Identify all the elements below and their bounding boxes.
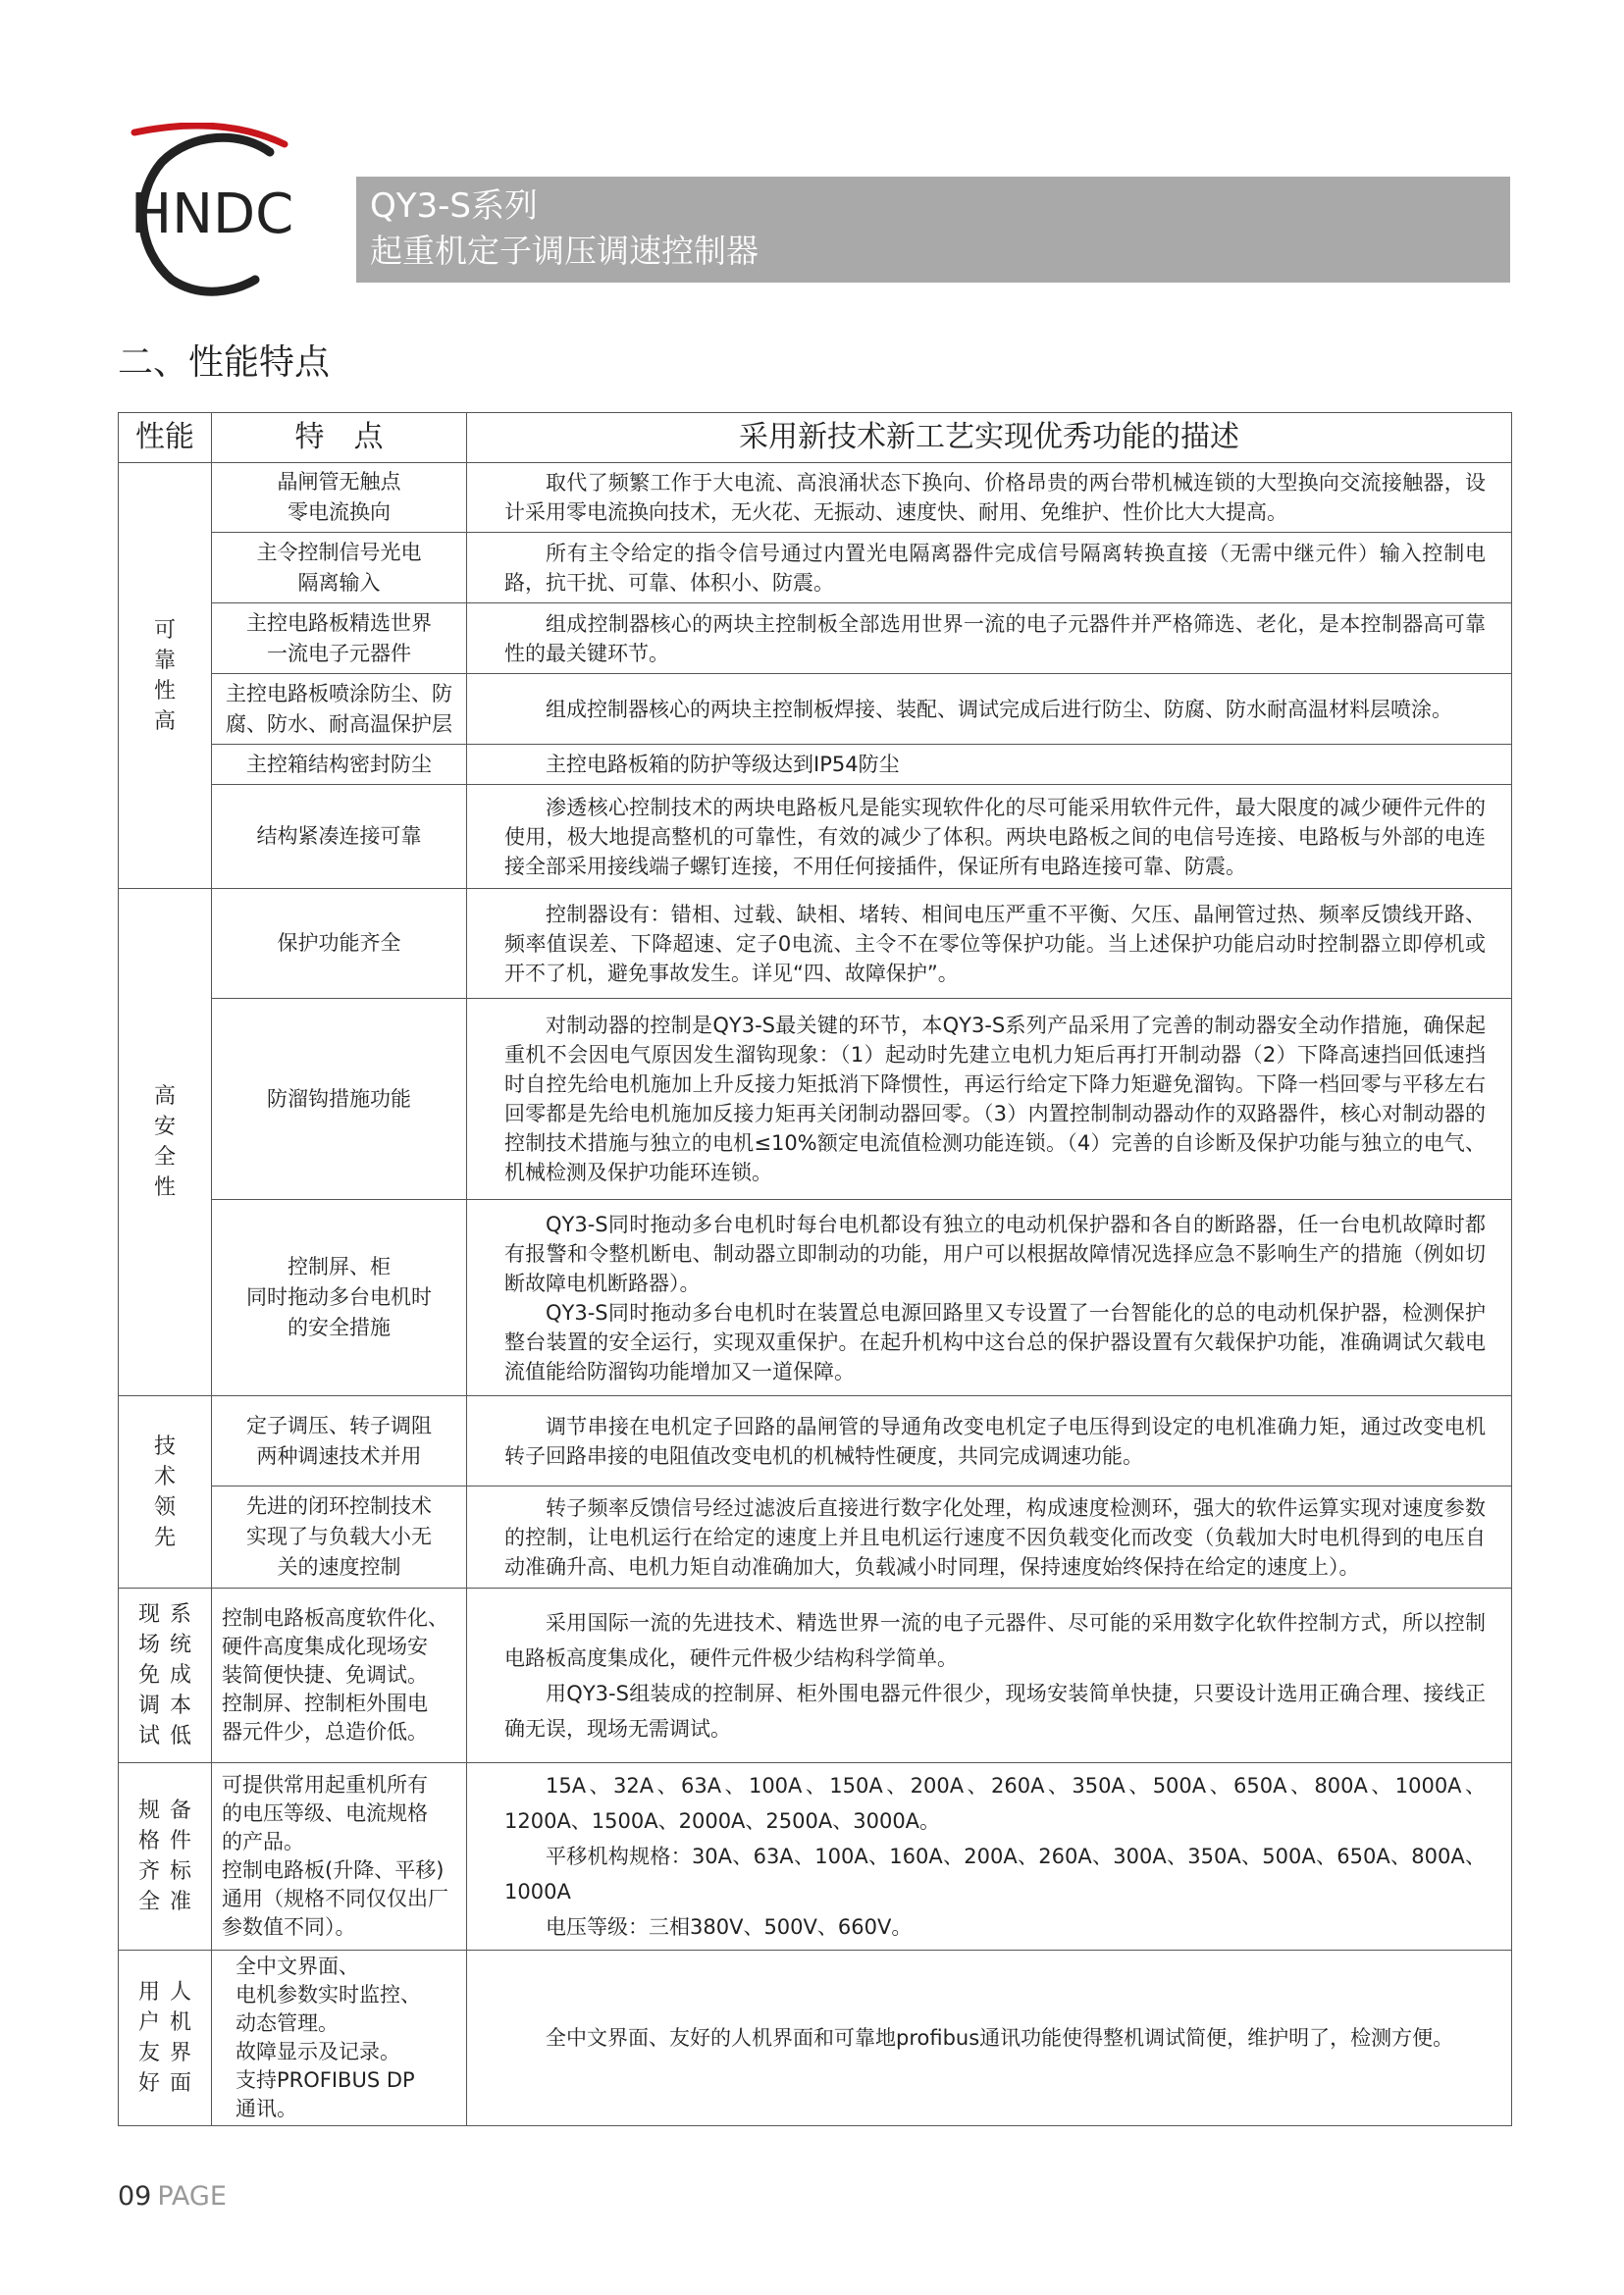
table-row bbox=[119, 603, 1512, 674]
header-feature: 特 点 bbox=[212, 413, 467, 463]
features-table bbox=[118, 412, 1512, 2126]
table-row bbox=[119, 1200, 1512, 1396]
feature-cell: 主控电路板精选世界 一流电子元器件 bbox=[212, 603, 467, 674]
page-number: 09 bbox=[118, 2181, 152, 2212]
title-banner bbox=[356, 177, 1510, 283]
table-row bbox=[119, 1763, 1512, 1951]
section-title: 二、性能特点 bbox=[118, 342, 331, 383]
feature-cell: 定子调压、转子调阻 两种调速技术并用 bbox=[212, 1396, 467, 1487]
product-name: 起重机定子调压调速控制器 bbox=[370, 232, 759, 270]
description-cell: 主控电路板箱的防护等级达到IP54防尘 bbox=[467, 745, 1512, 785]
description-cell: 转子频率反馈信号经过滤波后直接进行数字化处理，构成速度检测环，强大的软件运算实现对速度参数的控制，让电机运行在给定的速度上并且电机运行速度不因负载变化而改变（负载加大时电机得到的电压自动准确升高、电机力矩自动准确加大，负载减小时同理，保持速度始终保持在给定的速度上）。 bbox=[467, 1487, 1512, 1589]
company-logo bbox=[123, 123, 309, 299]
feature-cell: 全中文界面、 电机参数实时监控、 动态管理。 故障显示及记录。 支持PROFIBUS DP 通讯。 bbox=[212, 1951, 467, 2126]
description-cell: 渗透核心控制技术的两块电路板凡是能实现软件化的尽可能采用软件元件，最大限度的减少硬件元件的使用，极大地提高整机的可靠性，有效的减少了体积。两块电路板之间的电信号连接、电路板与外部的电连接全部采用接线端子螺钉连接，不用任何接插件，保证所有电路连接可靠、防震。 bbox=[467, 785, 1512, 889]
series-name: QY3-S系列 bbox=[370, 186, 539, 226]
description-cell: 控制器设有：错相、过载、缺相、堵转、相间电压严重不平衡、欠压、晶闸管过热、频率反馈线开路、频率值误差、下降超速、定子0电流、主令不在零位等保护功能。当上述保护功能启动时控制器立即停机或开不了机，避免事故发生。详见“四、故障保护”。 bbox=[467, 889, 1512, 999]
category-specs-spares: 规 格 齐 全 备 件 标 准 bbox=[119, 1763, 212, 1951]
feature-cell: 控制电路板高度软件化、 硬件高度集成化现场安 装简便快捷、免调试。 控制屏、控制柜外围电 器元件少，总造价低。 bbox=[212, 1589, 467, 1763]
feature-cell: 晶闸管无触点 零电流换向 bbox=[212, 463, 467, 533]
table-header-row bbox=[119, 413, 1512, 463]
logo-text: HNDC bbox=[131, 183, 294, 246]
table-row bbox=[119, 889, 1512, 999]
category-no-debug-low-cost: 现 场 免 调 试 系 统 成 本 低 bbox=[119, 1589, 212, 1763]
feature-cell: 主控电路板喷涂防尘、防 腐、防水、耐高温保护层 bbox=[212, 674, 467, 745]
table-row bbox=[119, 463, 1512, 533]
page-footer bbox=[118, 2180, 227, 2214]
feature-cell: 结构紧凑连接可靠 bbox=[212, 785, 467, 889]
table-row bbox=[119, 1487, 1512, 1589]
category-safety: 高 安 全 性 bbox=[119, 889, 212, 1396]
table-row bbox=[119, 1951, 1512, 2126]
description-cell: 采用国际一流的先进技术、精选世界一流的电子元器件、尽可能的采用数字化软件控制方式，所以控制电路板高度集成化，硬件元件极少结构科学简单。 用QY3-S组装成的控制屏、柜外围电器元件很少，现场安装简单快捷，只要设计选用正确合理、接线正确无误，现场无需调试。 bbox=[467, 1589, 1512, 1763]
feature-cell: 保护功能齐全 bbox=[212, 889, 467, 999]
description-cell: 全中文界面、友好的人机界面和可靠地profibus通讯功能使得整机调试简便，维护明了，检测方便。 bbox=[467, 1951, 1512, 2126]
category-reliability: 可 靠 性 高 bbox=[119, 463, 212, 889]
category-tech-leading: 技 术 领 先 bbox=[119, 1396, 212, 1589]
table-row bbox=[119, 785, 1512, 889]
description-cell: 15A、32A、63A、100A、150A、200A、260A、350A、500A、650A、800A、1000A、1200A、1500A、2000A、2500A、3000A。 平移机构规格：30A、63A、100A、160A、200A、260A、300A、350A、500A、650A、800A、1000A 电压等级：三相380V、500V、660V。 bbox=[467, 1763, 1512, 1951]
feature-cell: 防溜钩措施功能 bbox=[212, 999, 467, 1200]
feature-cell: 控制屏、柜 同时拖动多台电机时 的安全措施 bbox=[212, 1200, 467, 1396]
description-cell: 组成控制器核心的两块主控制板全部选用世界一流的电子元器件并严格筛选、老化，是本控制器高可靠性的最关键环节。 bbox=[467, 603, 1512, 674]
description-cell: 取代了频繁工作于大电流、高浪涌状态下换向、价格昂贵的两台带机械连锁的大型换向交流接触器，设计采用零电流换向技术，无火花、无振动、速度快、耐用、免维护、性价比大大提高。 bbox=[467, 463, 1512, 533]
feature-cell: 先进的闭环控制技术 实现了与负载大小无 关的速度控制 bbox=[212, 1487, 467, 1589]
feature-cell: 主令控制信号光电 隔离输入 bbox=[212, 533, 467, 603]
page-label: PAGE bbox=[157, 2181, 227, 2212]
header-performance: 性能 bbox=[119, 413, 212, 463]
table-row bbox=[119, 999, 1512, 1200]
feature-cell: 主控箱结构密封防尘 bbox=[212, 745, 467, 785]
feature-cell: 可提供常用起重机所有 的电压等级、电流规格 的产品。 控制电路板(升降、平移) 通用（规格不同仅仅出厂 参数值不同）。 bbox=[212, 1763, 467, 1951]
description-cell: 组成控制器核心的两块主控制板焊接、装配、调试完成后进行防尘、防腐、防水耐高温材料层喷涂。 bbox=[467, 674, 1512, 745]
description-cell: QY3-S同时拖动多台电机时每台电机都设有独立的电动机保护器和各自的断路器，任一台电机故障时都有报警和令整机断电、制动器立即制动的功能，用户可以根据故障情况选择应急不影响生产的措施（例如切断故障电机断路器）。 QY3-S同时拖动多台电机时在装置总电源回路里又专设置了一台智能化的总的电动机保护器，检测保护整台装置的安全运行，实现双重保护。在起升机构中这台总的保护器设置有欠载保护功能，准确调试欠载电流值能给防溜钩功能增加又一道保障。 bbox=[467, 1200, 1512, 1396]
table-row bbox=[119, 1396, 1512, 1487]
table-row bbox=[119, 674, 1512, 745]
table-row bbox=[119, 1589, 1512, 1763]
category-user-friendly: 用 户 友 好 人 机 界 面 bbox=[119, 1951, 212, 2126]
header-description: 采用新技术新工艺实现优秀功能的描述 bbox=[467, 413, 1512, 463]
description-cell: 对制动器的控制是QY3-S最关键的环节，本QY3-S系列产品采用了完善的制动器安全动作措施，确保起重机不会因电气原因发生溜钩现象：（1）起动时先建立电机力矩后再打开制动器（2）下降高速挡回低速挡时自控先给电机施加上升反接力矩抵消下降惯性，再运行给定下降力矩避免溜钩。下降一档回零与平移左右回零都是先给电机施加反接力矩再关闭制动器回零。（3）内置控制制动器动作的双路器件，核心对制动器的控制技术措施与独立的电机≤10%额定电流值检测功能连锁。（4）完善的自诊断及保护功能与独立的电气、机械检测及保护功能环连锁。 bbox=[467, 999, 1512, 1200]
table-row bbox=[119, 745, 1512, 785]
table-row bbox=[119, 533, 1512, 603]
description-cell: 所有主令给定的指令信号通过内置光电隔离器件完成信号隔离转换直接（无需中继元件）输入控制电路，抗干扰、可靠、体积小、防震。 bbox=[467, 533, 1512, 603]
hndc-logo-mark bbox=[123, 123, 309, 299]
description-cell: 调节串接在电机定子回路的晶闸管的导通角改变电机定子电压得到设定的电机准确力矩，通过改变电机转子回路串接的电阻值改变电机的机械特性硬度，共同完成调速功能。 bbox=[467, 1396, 1512, 1487]
